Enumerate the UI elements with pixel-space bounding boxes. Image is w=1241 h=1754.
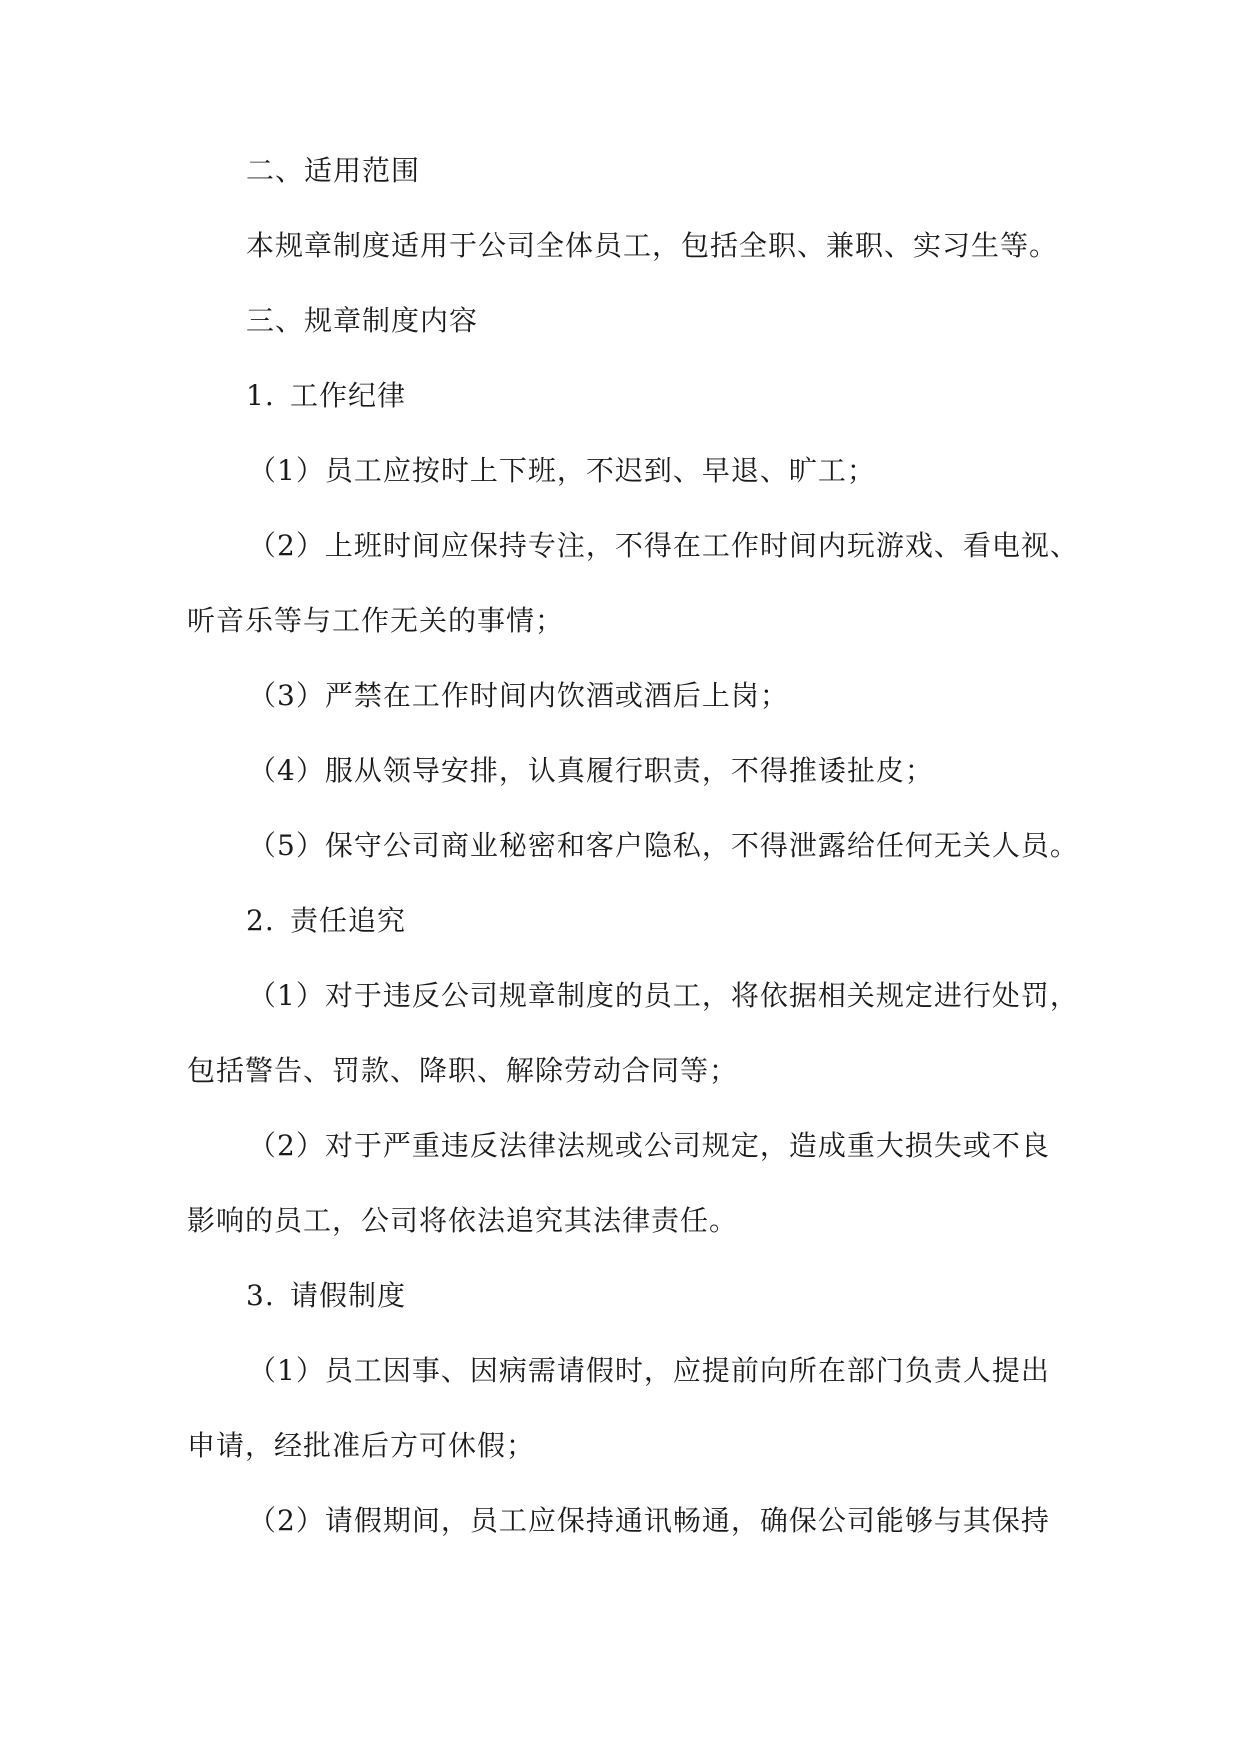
subheading-text: 工作纪律	[290, 379, 407, 412]
paragraph-scope: 本规章制度适用于公司全体员工，包括全职、兼职、实习生等。	[246, 229, 1059, 262]
subheading-text: 请假制度	[290, 1279, 407, 1312]
list-item-continuation: 听音乐等与工作无关的事情；	[187, 604, 565, 637]
subheading-accountability	[246, 903, 406, 939]
section-heading-scope: 二、适用范围	[246, 154, 421, 187]
list-item: （2）对于严重违反法律法规或公司规定，造成重大损失或不良	[248, 1129, 1050, 1162]
list-item: （1）员工应按时上下班，不迟到、早退、旷工；	[248, 454, 876, 487]
subheading-work-discipline	[246, 378, 406, 414]
list-item: （1）员工因事、因病需请假时，应提前向所在部门负责人提出	[248, 1354, 1050, 1387]
list-item-continuation: 包括警告、罚款、降职、解除劳动合同等；	[187, 1054, 739, 1087]
list-item: （4）服从领导安排，认真履行职责，不得推诿扯皮；	[248, 754, 934, 787]
subheading-text: 责任追究	[290, 904, 407, 937]
list-item: （2）请假期间，员工应保持通讯畅通，确保公司能够与其保持	[248, 1504, 1050, 1537]
list-item: （2）上班时间应保持专注，不得在工作时间内玩游戏、看电视、	[248, 529, 1079, 562]
list-item-continuation: 申请，经批准后方可休假；	[187, 1429, 536, 1462]
list-item-continuation: 影响的员工，公司将依法追究其法律责任。	[187, 1204, 739, 1237]
subheading-leave-policy	[246, 1278, 406, 1314]
subheading-number: 1.	[246, 379, 275, 412]
section-heading-content: 三、规章制度内容	[246, 304, 479, 337]
list-item: （1）对于违反公司规章制度的员工，将依据相关规定进行处罚，	[248, 979, 1079, 1012]
list-item: （3）严禁在工作时间内饮酒或酒后上岗；	[248, 679, 789, 712]
subheading-number: 2.	[246, 904, 275, 937]
list-item: （5）保守公司商业秘密和客户隐私，不得泄露给任何无关人员。	[248, 829, 1079, 862]
subheading-number: 3.	[246, 1279, 275, 1312]
